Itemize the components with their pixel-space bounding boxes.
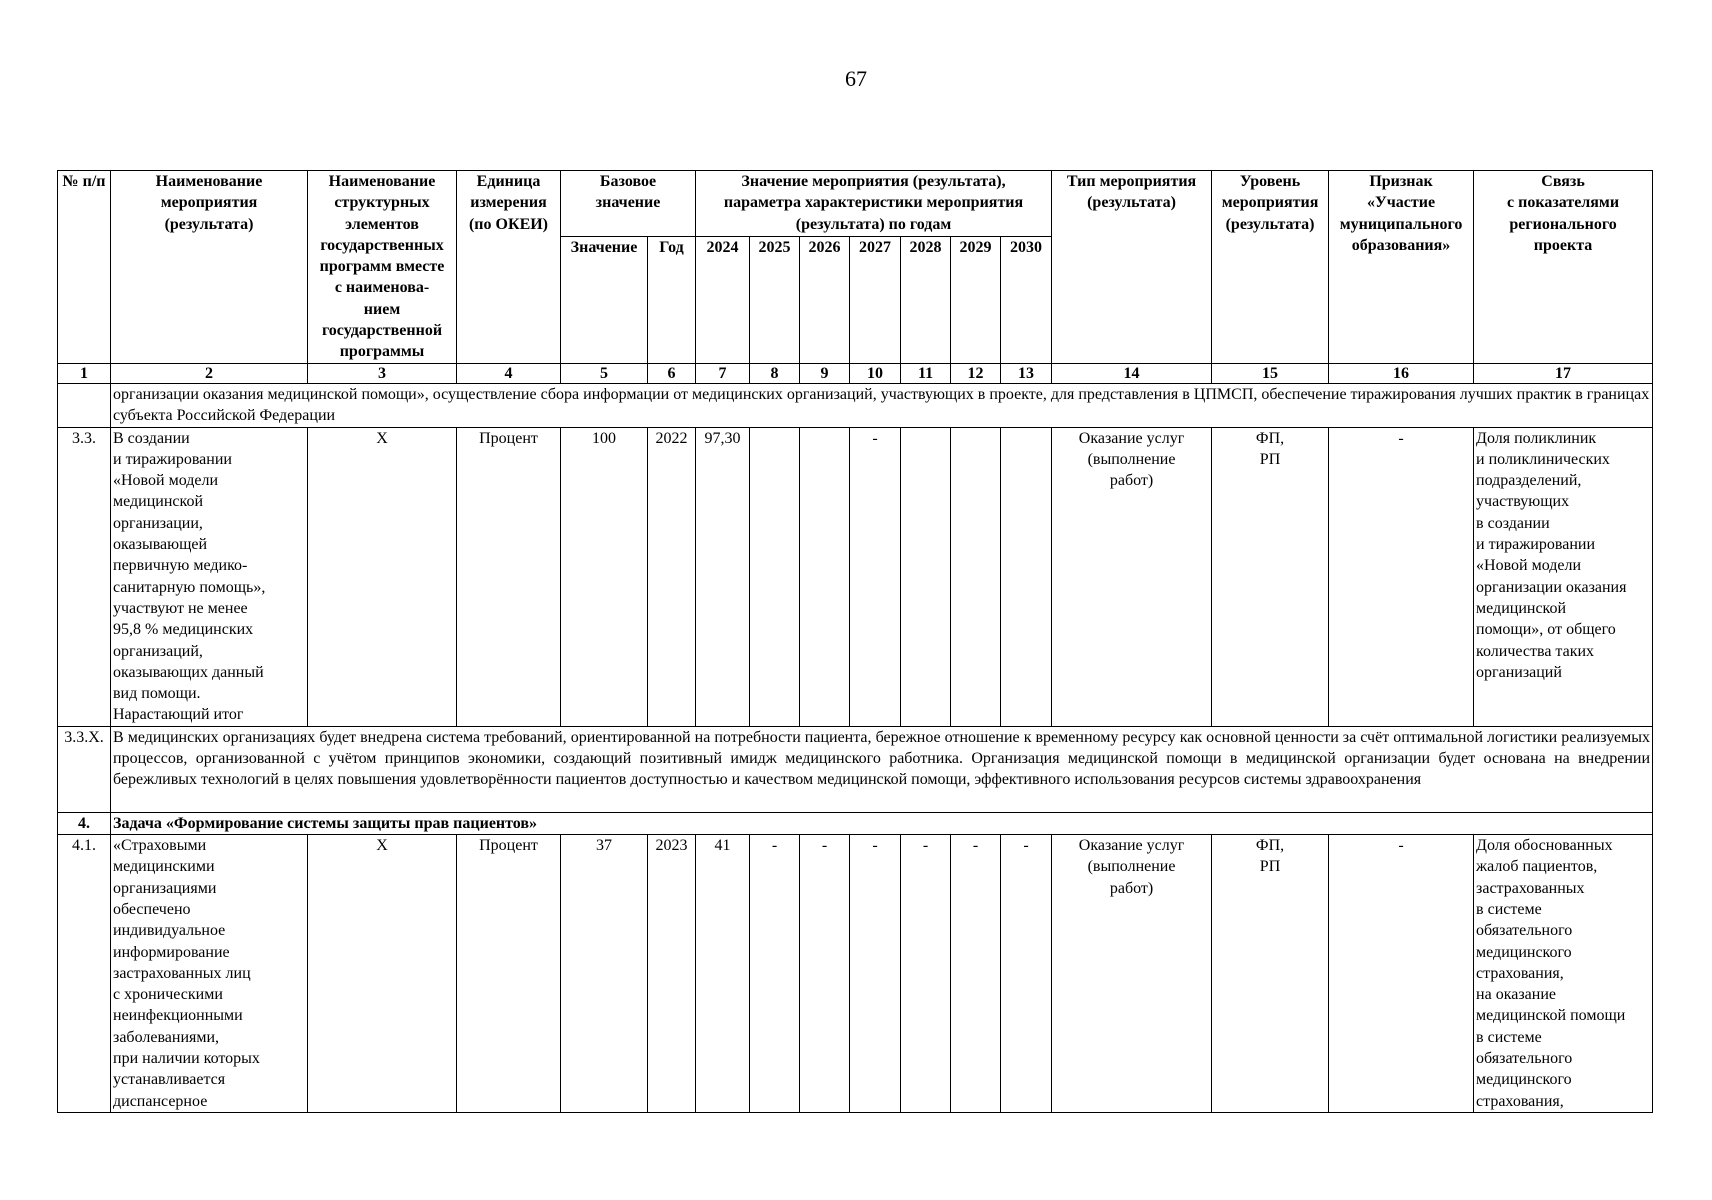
row-num: 3.3.X. [58,726,111,812]
column-number: 2 [111,364,308,384]
row-unit: Процент [457,835,561,1113]
header-base-group: Базовое значение [561,171,696,237]
row-task-title: Задача «Формирование системы защиты прав пациентов» [111,812,1653,834]
activities-table [57,170,1653,1113]
continuation-text: организации оказания медицинской помощи», осуществление сбора информации от медицинских организаций, участвующих в проекте, для представления в ЦПМСП, обеспечение тиражирования лучших практик в границах субъекта Российской Федерации [111,384,1653,428]
row-description: В медицинских организациях будет внедрена система требований, ориентированной на потребности пациента, бережное отношение к временному ресурсу как основной ценности за счёт оптимальной логистики реализуемых процессов, организованной с учётом принципов экономики, создающий позитивный имидж медицинского работника. Организация медицинской помощи в медицинской организации будет основана на внедрении бережливых технологий в целях повышения удовлетворённости пациентов доступностью и качеством медицинской помощи, эффективного использования ресурсов системы здравоохранения [111,726,1653,812]
row-level: ФП, РП [1212,427,1329,726]
column-number: 17 [1474,364,1653,384]
row-value-2028 [901,427,951,726]
column-number: 14 [1052,364,1212,384]
column-number: 6 [648,364,696,384]
header-year-2028: 2028 [901,237,951,364]
row-activity-name: «Страховыми медицинскими организациями обеспечено индивидуальное информирование застрахованных лиц с хроническими неинфекционными заболеваниями, при наличии которых устанавливается диспансерное [111,835,308,1113]
row-value-2024: 41 [696,835,750,1113]
column-number: 3 [308,364,457,384]
header-municipal: Признак «Участие муниципального образования» [1329,171,1474,364]
row-value-2024: 97,30 [696,427,750,726]
row-value-2025 [750,427,800,726]
row-link: Доля обоснованных жалоб пациентов, застрахованных в системе обязательного медицинского страхования, на оказание медицинской помощи в системе обязательного медицинского страхования, [1474,835,1653,1113]
row-type: Оказание услуг (выполнение работ) [1052,427,1212,726]
row-num: 3.3. [58,427,111,726]
row-unit: Процент [457,427,561,726]
row-num: 4.1. [58,835,111,1113]
row-value-2028: - [901,835,951,1113]
header-year-2030: 2030 [1001,237,1052,364]
row-value-2025: - [750,835,800,1113]
header-years-group: Значение мероприятия (результата), параметра характеристики мероприятия (результата) по годам [696,171,1052,237]
continuation-num [58,384,111,428]
table-row-4 [58,812,1653,834]
header-year-2025: 2025 [750,237,800,364]
header-link: Связь с показателями регионального проекта [1474,171,1653,364]
table-row-4-1 [58,835,1653,1113]
row-value-2029: - [951,835,1001,1113]
row-structural-elements: X [308,427,457,726]
row-structural-elements: X [308,835,457,1113]
row-base-year: 2023 [648,835,696,1113]
header-base-value: Значение [561,237,648,364]
row-municipal: - [1329,835,1474,1113]
header-unit: Единица измерения (по ОКЕИ) [457,171,561,364]
row-value-2026: - [800,835,850,1113]
column-number: 16 [1329,364,1474,384]
row-value-2026 [800,427,850,726]
row-type: Оказание услуг (выполнение работ) [1052,835,1212,1113]
column-number: 7 [696,364,750,384]
column-number: 15 [1212,364,1329,384]
column-number: 11 [901,364,951,384]
table-row-3-3 [58,427,1653,726]
row-link: Доля поликлиник и поликлинических подразделений, участвующих в создании и тиражировании «Новой модели организации оказания медицинской помощи», от общего количества таких организаций [1474,427,1653,726]
row-base-year: 2022 [648,427,696,726]
header-year-2027: 2027 [850,237,901,364]
row-base-value: 100 [561,427,648,726]
row-activity-name: В создании и тиражировании «Новой модели медицинской организации, оказывающей первичную медико- санитарную помощь», участвуют не менее 95,8 % медицинских организаций, оказывающих данный вид помощи. Нарастающий итог [111,427,308,726]
column-number: 10 [850,364,901,384]
row-municipal: - [1329,427,1474,726]
column-number: 9 [800,364,850,384]
header-year-2026: 2026 [800,237,850,364]
row-value-2029 [951,427,1001,726]
header-base-year: Год [648,237,696,364]
column-number: 8 [750,364,800,384]
row-level: ФП, РП [1212,835,1329,1113]
column-number: 12 [951,364,1001,384]
header-name: Наименование мероприятия (результата) [111,171,308,364]
column-number: 5 [561,364,648,384]
continuation-row [58,384,1653,428]
header-type: Тип мероприятия (результата) [1052,171,1212,364]
header-structural-elements: Наименование структурных элементов государственных программ вместе с наименова- нием государственной программы [308,171,457,364]
row-base-value: 37 [561,835,648,1113]
column-number: 13 [1001,364,1052,384]
row-value-2027: - [850,427,901,726]
table-row-3-3-x [58,726,1653,812]
row-value-2030 [1001,427,1052,726]
row-value-2027: - [850,835,901,1113]
row-num: 4. [58,812,111,834]
column-number: 4 [457,364,561,384]
column-number: 1 [58,364,111,384]
header-num: № п/п [58,171,111,364]
header-year-2024: 2024 [696,237,750,364]
header-year-2029: 2029 [951,237,1001,364]
header-level: Уровень мероприятия (результата) [1212,171,1329,364]
page-number: 67 [845,66,867,91]
row-value-2030: - [1001,835,1052,1113]
column-number-row [58,364,1653,384]
header-row-top [58,171,1653,237]
